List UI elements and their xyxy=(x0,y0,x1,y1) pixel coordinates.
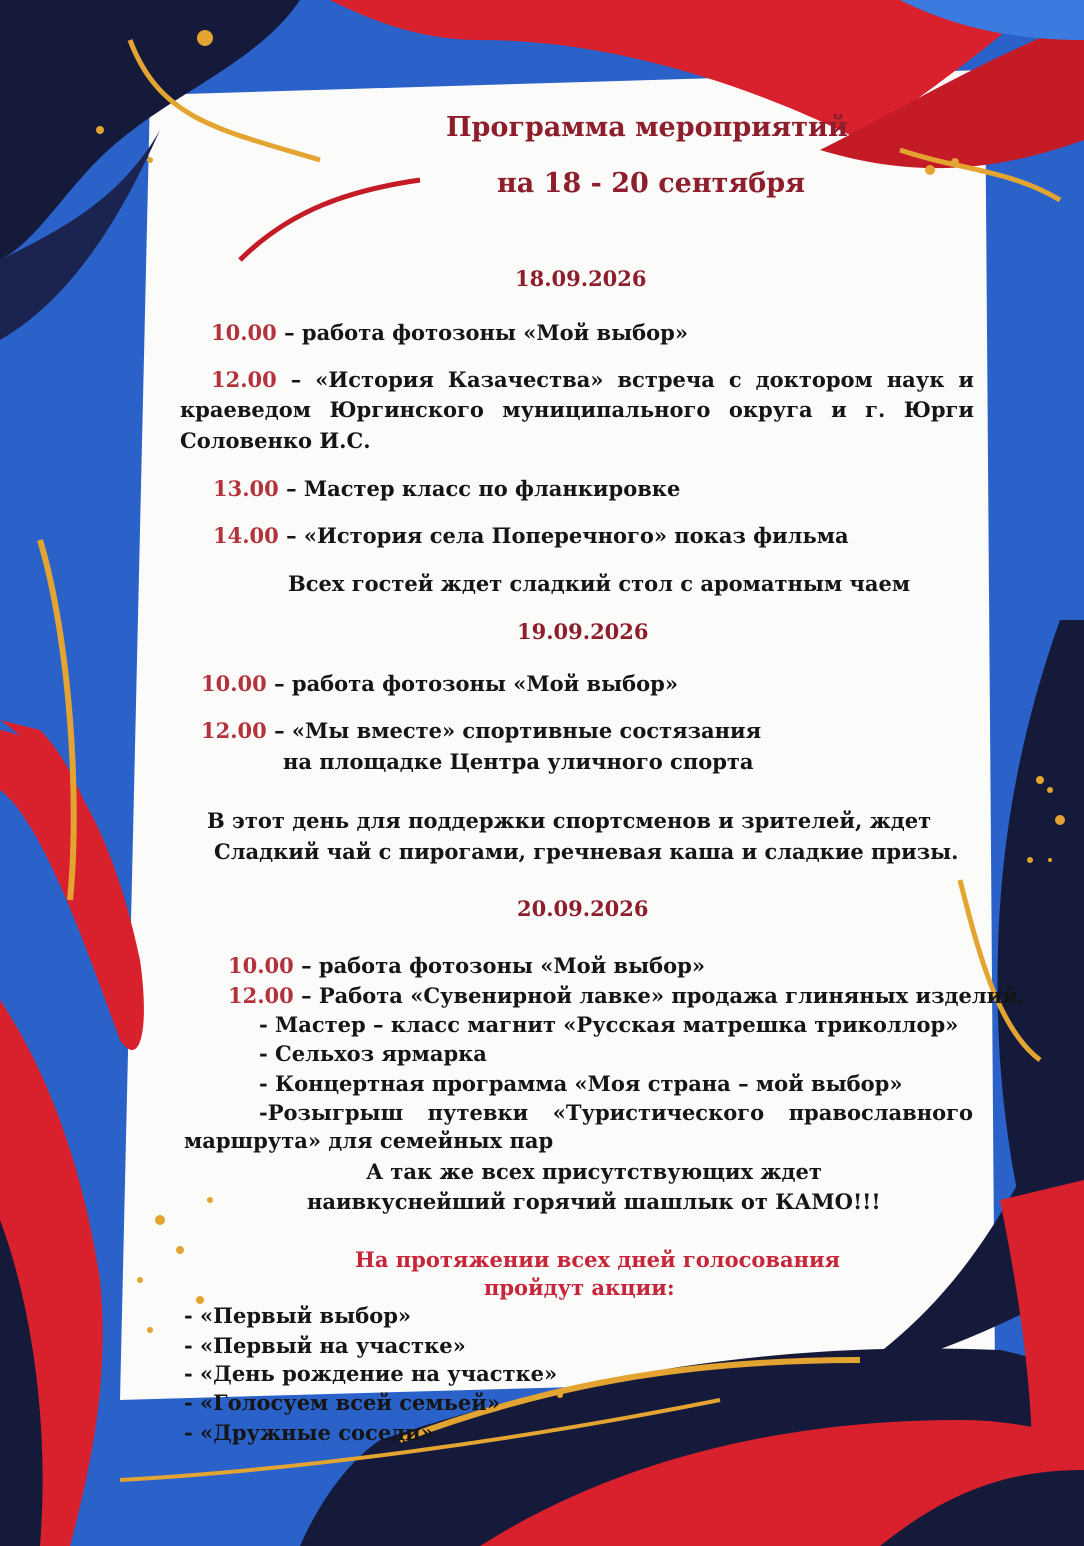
day2-item-2-cont: на площадке Центра уличного спорта xyxy=(283,749,754,774)
item-text: – Работа «Сувенирной лавке» продажа глиняных изделий. xyxy=(293,983,1026,1008)
day3-item-1 xyxy=(228,953,705,978)
item-time: 10.00 xyxy=(211,320,277,345)
day1-note: Всех гостей ждет сладкий стол с ароматным чаем xyxy=(288,571,911,596)
item-time: 10.00 xyxy=(201,671,267,696)
item-text: – работа фотозоны «Мой выбор» xyxy=(293,953,705,978)
day1-date: 18.09.2026 xyxy=(515,266,647,291)
item-text: – работа фотозоны «Мой выбор» xyxy=(266,671,678,696)
day2-note-2: Сладкий чай с пирогами, гречневая каша и сладкие призы. xyxy=(214,839,959,864)
day2-date: 19.09.2026 xyxy=(517,619,649,644)
item-time: 10.00 xyxy=(228,953,294,978)
day3-subitem-3: - Концертная программа «Моя страна – мой выбор» xyxy=(259,1071,903,1096)
day1-item-4 xyxy=(213,523,849,548)
actions-heading-2: пройдут акции: xyxy=(484,1275,675,1300)
day3-raffle-cont: маршрута» для семейных пар xyxy=(184,1128,554,1153)
program-title: Программа мероприятий xyxy=(446,112,849,143)
day3-note-2: наивкуснейший горячий шашлык от КАМО!!! xyxy=(307,1189,881,1214)
item-time: 13.00 xyxy=(213,476,279,501)
program-subtitle: на 18 - 20 сентября xyxy=(497,168,806,199)
day2-item-1 xyxy=(201,671,678,696)
action-item-5: - «Дружные соседи» xyxy=(184,1420,434,1445)
day1-item-2 xyxy=(211,367,974,392)
day3-subitem-2: - Сельхоз ярмарка xyxy=(259,1041,487,1066)
item-time: 14.00 xyxy=(213,523,279,548)
item-text: – работа фотозоны «Мой выбор» xyxy=(276,320,688,345)
day3-note-1: А так же всех присутствующих ждет xyxy=(366,1159,822,1184)
day1-item-2-cont2: Соловенко И.С. xyxy=(180,428,371,453)
item-time: 12.00 xyxy=(211,367,277,392)
item-text: – «История села Поперечного» показ фильма xyxy=(278,523,849,548)
action-item-2: - «Первый на участке» xyxy=(184,1333,466,1358)
action-item-1: - «Первый выбор» xyxy=(184,1303,412,1328)
day1-item-2-cont1: краеведом Юргинского муниципального округа и г. Юрги xyxy=(180,397,974,422)
actions-heading-1: На протяжении всех дней голосования xyxy=(355,1247,841,1272)
day3-date: 20.09.2026 xyxy=(517,896,649,921)
day2-item-2 xyxy=(201,718,761,743)
item-time: 12.00 xyxy=(228,983,294,1008)
day3-subitem-1: - Мастер – класс магнит «Русская матрешка триколлор» xyxy=(259,1012,959,1037)
item-text: – «История Казачества» встреча с доктором наук и xyxy=(276,367,974,392)
action-item-4: - «Голосуем всей семьей» xyxy=(184,1390,500,1415)
day1-item-3 xyxy=(213,476,680,501)
day1-item-1 xyxy=(211,320,688,345)
item-text: – «Мы вместе» спортивные состязания xyxy=(266,718,762,743)
action-item-3: - «День рождение на участке» xyxy=(184,1361,558,1386)
day3-item-2 xyxy=(228,983,1025,1008)
day3-raffle: -Розыгрыш путевки «Туристического православного xyxy=(259,1100,973,1125)
item-time: 12.00 xyxy=(201,718,267,743)
day2-note-1: В этот день для поддержки спортсменов и зрителей, ждет xyxy=(207,808,932,833)
item-text: – Мастер класс по фланкировке xyxy=(278,476,681,501)
